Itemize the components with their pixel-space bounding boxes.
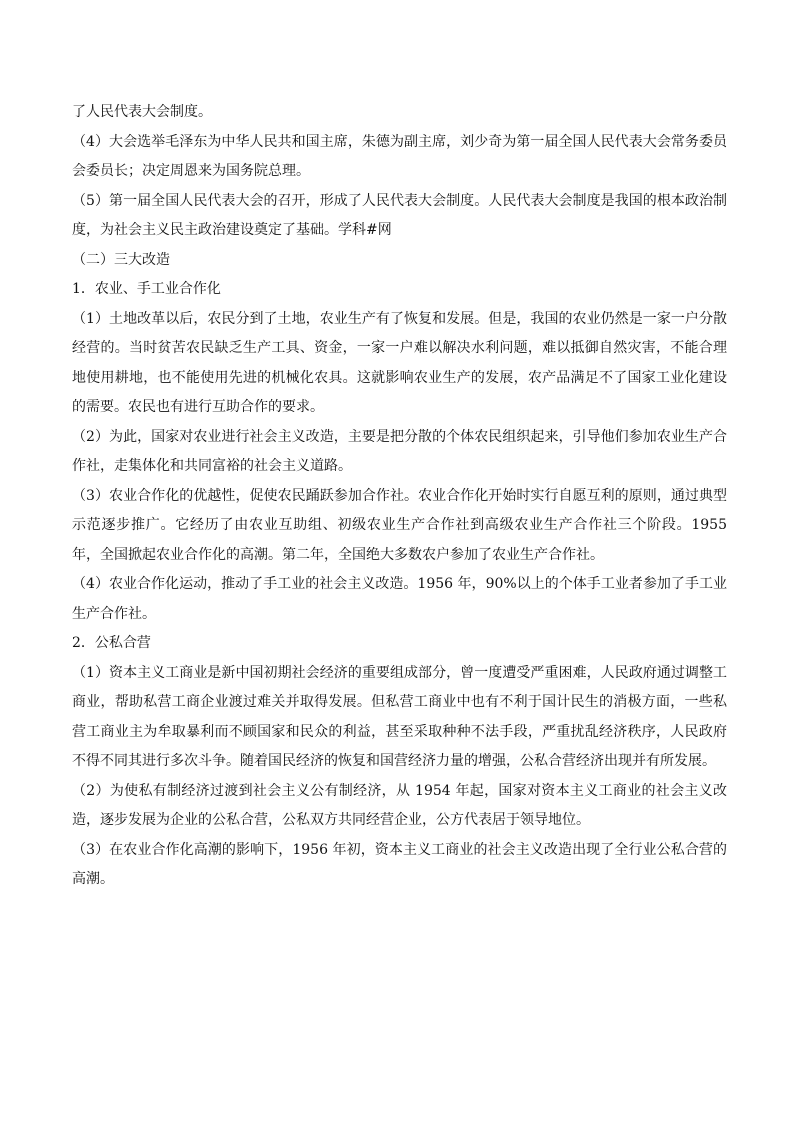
- paragraph-joint-3: （3）在农业合作化高潮的影响下，1956 年初，资本主义工商业的社会主义改造出现了全行业公私合营的高潮。: [72, 841, 727, 887]
- paragraph-joint-2: （2）为使私有制经济过渡到社会主义公有制经济，从 1954 年起，国家对资本主义工商业的社会主义改造，逐步发展为企业的公私合营，公私双方共同经营企业，公方代表居于领导地位。: [72, 782, 727, 828]
- paragraph-joint-1: （1）资本主义工商业是新中国初期社会经济的重要组成部分，曾一度遭受严重困难，人民政府通过调整工商业，帮助私营工商企业渡过难关并取得发展。但私营工商业中也有不利于国计民生的消极方面，一些私营工商业主为牟取暴利而不顾国家和民众的利益，甚至采取种种不法手段，严重扰乱经济秩序，人民政府不得不同其进行多次斗争。随着国民经济的恢复和国营经济力量的增强，公私合营经济出现并有所发展。: [72, 664, 727, 769]
- paragraph-continuation: 了人民代表大会制度。: [72, 104, 212, 120]
- paragraph-item-4: （4）大会选举毛泽东为中华人民共和国主席，朱德为副主席，刘少奇为第一届全国人民代表大会常务委员会委员长；决定周恩来为国务院总理。: [72, 133, 727, 179]
- subsection-heading-cooperatives: 1．农业、手工业合作化: [72, 281, 221, 297]
- subsection-heading-joint-ownership: 2．公私合营: [72, 635, 151, 651]
- document-body: [72, 98, 727, 895]
- section-heading-three-reforms: （二）三大改造: [72, 251, 170, 268]
- paragraph-coop-3: （3）农业合作化的优越性，促使农民踊跃参加合作社。农业合作化开始时实行自愿互利的原则，通过典型示范逐步推广。它经历了由农业互助组、初级农业生产合作社到高级农业生产合作社三个阶段。1955 年，全国掀起农业合作化的高潮。第二年，全国绝大多数农户参加了农业生产合作社。: [72, 487, 727, 563]
- paragraph-coop-1: （1）土地改革以后，农民分到了土地，农业生产有了恢复和发展。但是，我国的农业仍然是一家一户分散经营的。当时贫苦农民缺乏生产工具、资金，一家一户难以解决水利问题，难以抵御自然灾害，不能合理地使用耕地，也不能使用先进的机械化农具。这就影响农业生产的发展，农产品满足不了国家工业化建设的需要。农民也有进行互助合作的要求。: [72, 310, 727, 415]
- paragraph-item-5: （5）第一届全国人民代表大会的召开，形成了人民代表大会制度。人民代表大会制度是我国的根本政治制度，为社会主义民主政治建设奠定了基础。学科#网: [72, 192, 727, 238]
- paragraph-coop-2: （2）为此，国家对农业进行社会主义改造，主要是把分散的个体农民组织起来，引导他们参加农业生产合作社，走集体化和共同富裕的社会主义道路。: [72, 428, 727, 474]
- paragraph-coop-4: （4）农业合作化运动，推动了手工业的社会主义改造。1956 年，90%以上的个体手工业者参加了手工业生产合作社。: [72, 576, 727, 622]
